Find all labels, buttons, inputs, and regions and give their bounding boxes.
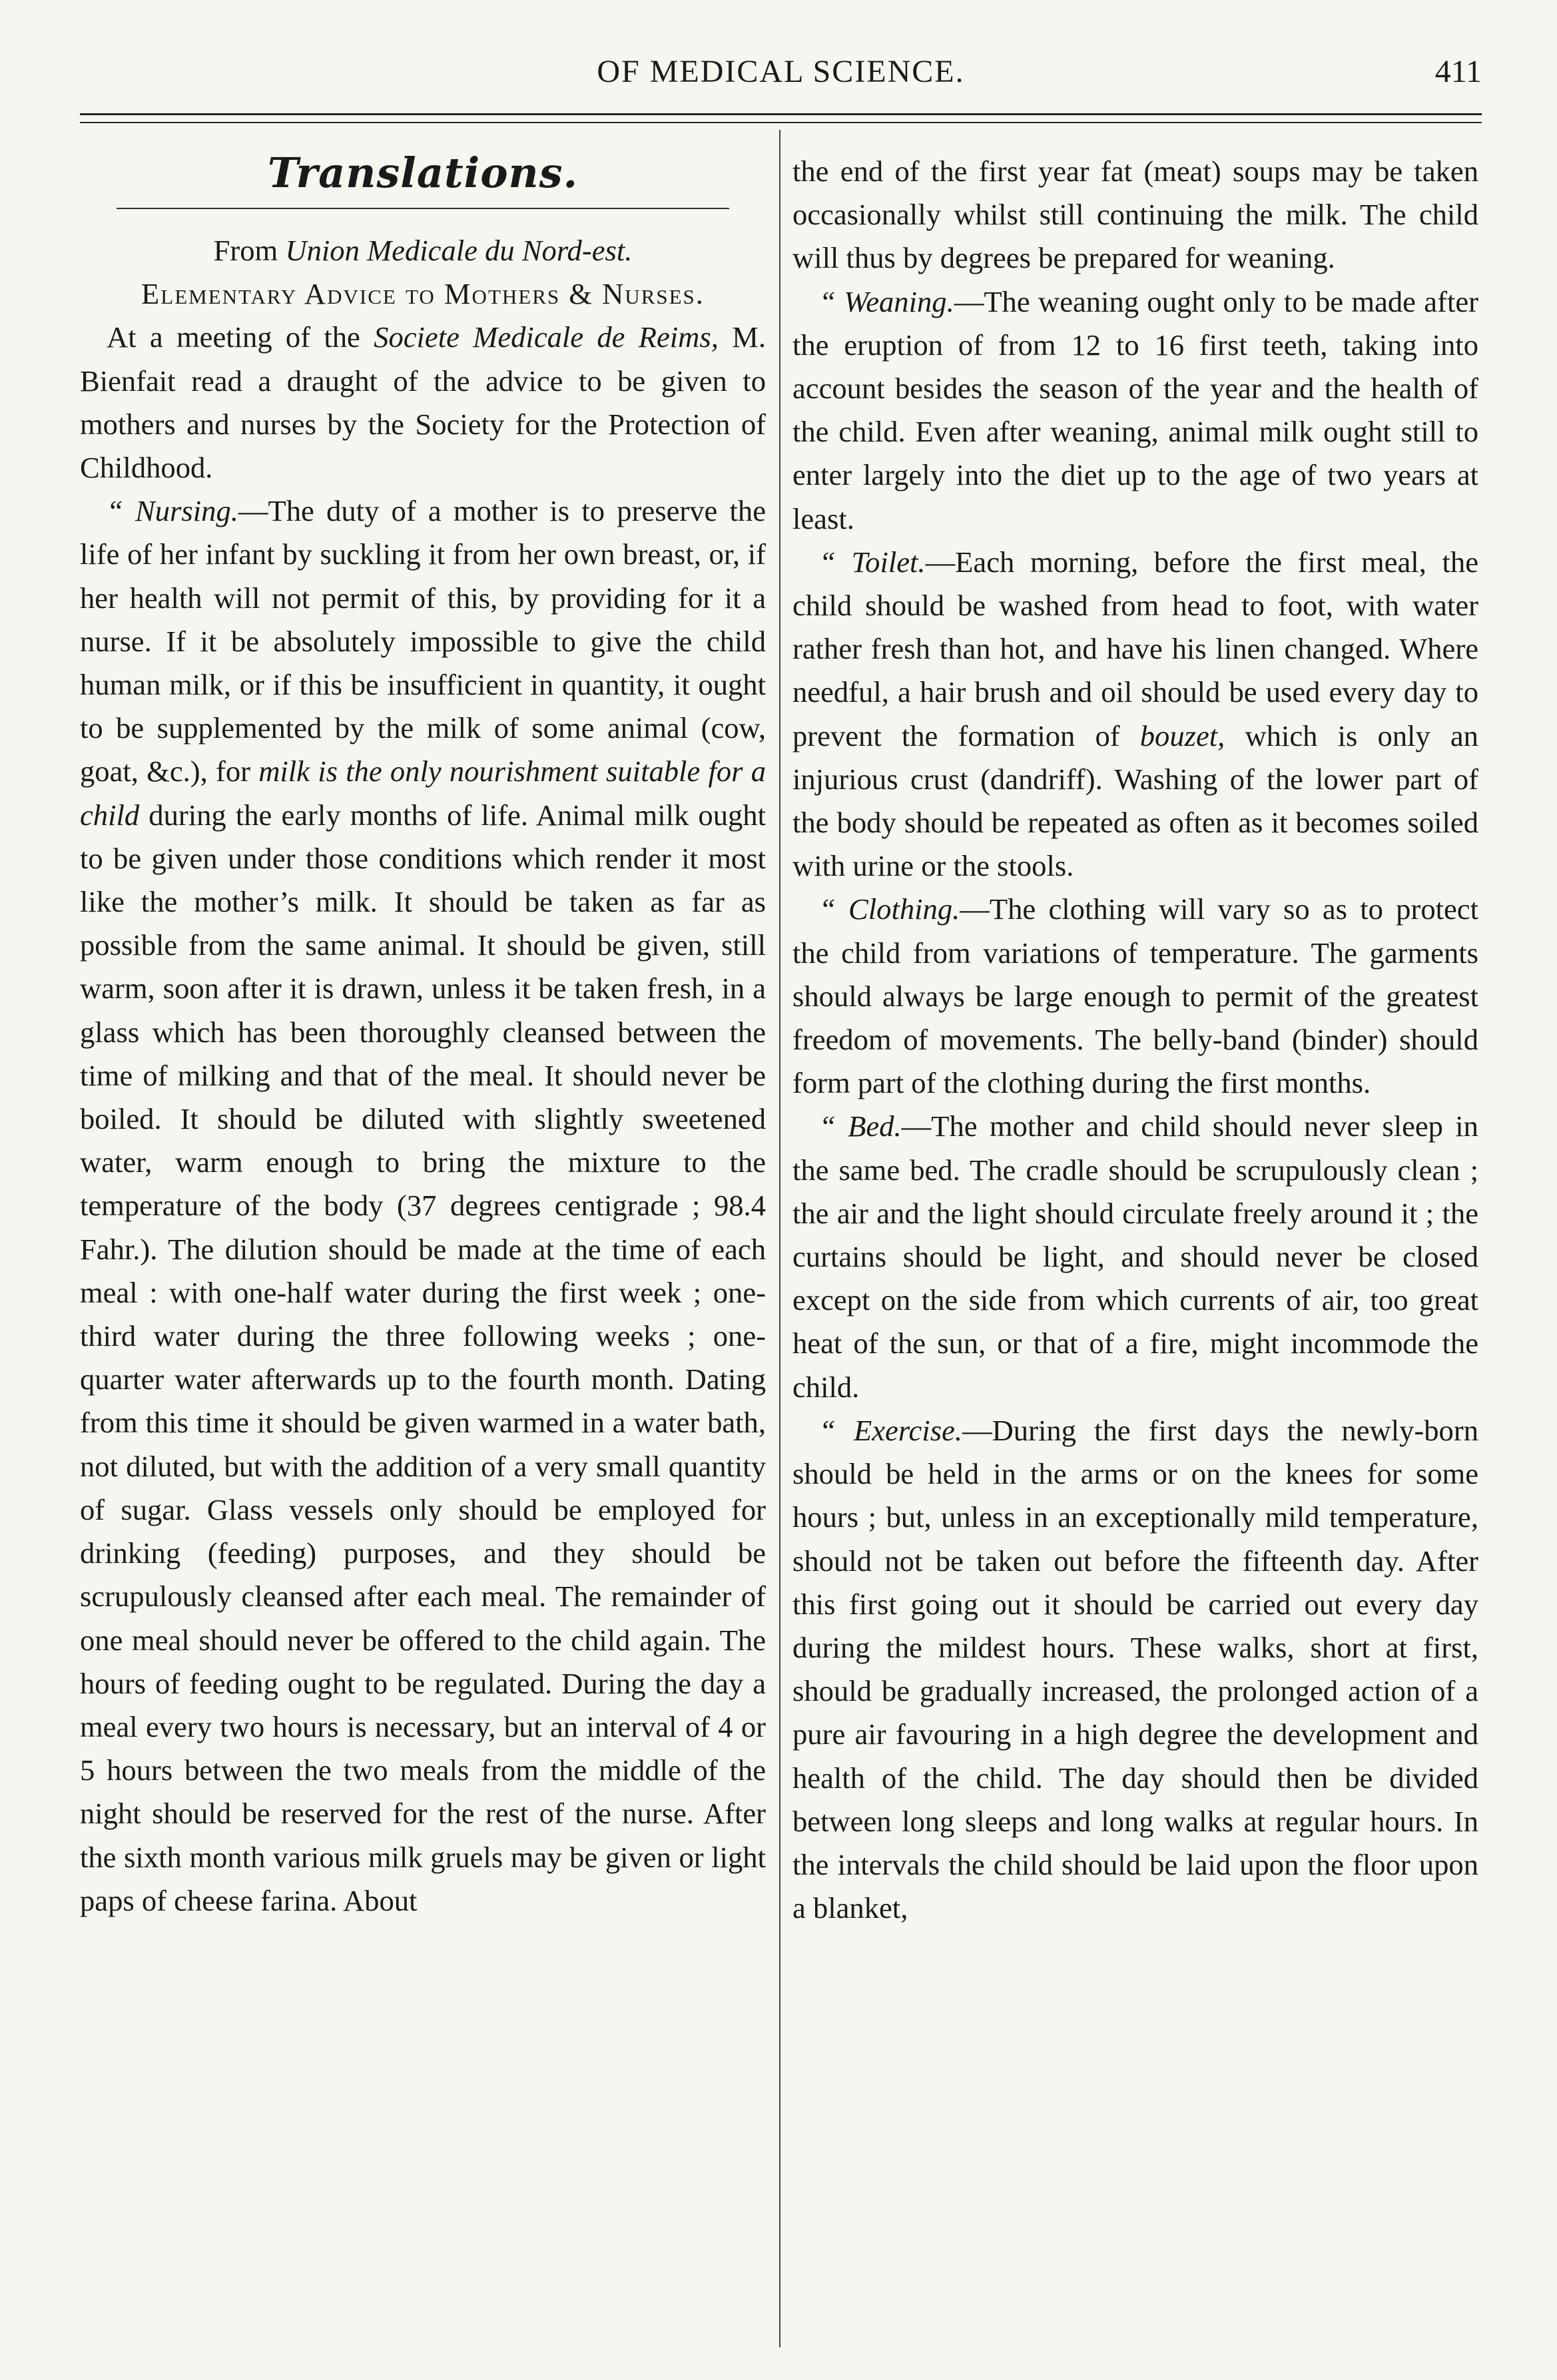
clothing-text: —The clothing will vary so as to protect the child from variations of temperature. The garments should always be large enough to permit of the greatest freedom of movements. The belly-band (binder) should form part of the clothing during the first months. [792,892,1478,1100]
toilet-emphasis: bouzet, [1139,719,1225,752]
nursing-text-a: —The duty of a mother is to preserve the life of her infant by suckling it from her own breast, or, if her health will not permit of this, by providing for it a nurse. If it be absolutely impossible to give the child human milk, or if this be insufficient in quantity, it ought to be supplemented by the milk of some animal (cow, goat, &c.), for [80,494,766,788]
toilet-heading: “ Toilet. [819,545,926,579]
meeting-text-b: M. Bienfait read a draught of the advice to be given to mothers and nurses by the Society for the Protection of Childhood. [80,320,766,485]
paragraph-meeting [80,316,766,489]
society-name: Societe Medicale de Reims, [374,320,719,354]
paragraph-continuation: the end of the first year fat (meat) soups may be taken occasionally whilst still continuing the milk. The child will thus by degrees be prepared for weaning. [792,154,1478,275]
weaning-text: —The weaning ought only to be made after the eruption of from 12 to 16 first teeth, taking into account besides the season of the year and the health of the child. Even after weaning, animal milk ought still to enter largely into the diet up to the age of two years at least. [792,284,1478,535]
nursing-heading: “ Nursing. [107,494,238,528]
weaning-heading: “ Weaning. [819,284,954,318]
page-number: 411 [1434,54,1482,89]
nursing-emphasis: milk is the only nourishment suitable for a child [80,754,767,832]
heading-rule [117,208,729,209]
paragraph-nursing [80,489,766,1923]
exercise-text: —During the first days the newly-born should be held in the arms or on the knees for some hours ; but, unless in an exceptionally mild temperature, should not be taken out before the fifteenth day. After this first going out it should be carried out every day during the mildest hours. These walks, short at first, should be gradually increased, the prolonged action of a pure air favouring in a high degree the development and health of the child. The day should then be divided between long sleeps and long walks at regular hours. In the intervals the child should be laid upon the floor upon a blanket, [792,1413,1478,1925]
bed-text: —The mother and child should never sleep in the same bed. The cradle should be scrupulously clean ; the air and the light should circulate freely around it ; the curtains should be light, and should never be closed except on the side from which currents of air, too great heat of the sun, or that of a fire, might incommode the child. [792,1109,1478,1404]
clothing-heading: “ Clothing. [819,892,960,926]
source-prefix: From [213,234,286,267]
paragraph-toilet [792,541,1478,888]
bed-heading: “ Bed. [819,1109,902,1143]
exercise-heading: “ Exercise. [819,1413,962,1447]
paragraph-exercise [792,1409,1478,1930]
column-divider [779,130,780,2347]
running-title: OF MEDICAL SCIENCE. [597,54,965,89]
article-title: Elementary Advice to Mothers & Nurses. [141,277,705,311]
paragraph-bed [792,1105,1478,1408]
right-column [792,150,1478,1930]
paragraph-clothing [792,888,1478,1105]
header-rule [80,113,1482,123]
paragraph-weaning [792,280,1478,541]
source-title: Union Medicale du Nord-est. [285,234,633,267]
page-header [80,47,1482,107]
source-line [80,229,766,272]
toilet-text-b: which is only an injurious crust (dandriff). Washing of the lower part of the body should be repeated as often as it becomes soiled with urine or the stools. [792,719,1478,883]
section-heading: Translations. [267,149,579,197]
left-column [80,147,766,1923]
nursing-text-b: during the early months of life. Animal milk ought to be given under those conditions which render it most like the mother’s milk. It should be taken as far as possible from the same animal. It should be given, still warm, soon after it is drawn, unless it be taken fresh, in a glass which has been thoroughly cleansed between the time of milking and that of the meal. It should never be boiled. It should be diluted with slightly sweetened water, warm enough to bring the mixture to the temperature of the body (37 degrees centigrade ; 98.4 Fahr.). The dilution should be made at the time of each meal : with one-half water during the first week ; one-third water during the three following weeks ; one-quarter water afterwards up to the fourth month. Dating from this time it should be given warmed in a water bath, not diluted, but with the addition of a very small quantity of sugar. Glass vessels only should be employed for drinking (feeding) purposes, and they should be scrupulously cleansed after each meal. The remainder of one meal should never be offered to the child again. The hours of feeding ought to be regulated. During the day a meal every two hours is necessary, but an interval of 4 or 5 hours between the two meals from the middle of the night should be reserved for the rest of the nurse. After the sixth month various milk gruels may be given or light paps of cheese farina. About [80,798,766,1917]
meeting-text-a: At a meeting of the [107,320,374,354]
toilet-text-a: —Each morning, before the first meal, the child should be washed from head to foot, with water rather fresh than hot, and have his linen changed. Where needful, a hair brush and oil should be used every day to prevent the formation of [792,545,1478,752]
